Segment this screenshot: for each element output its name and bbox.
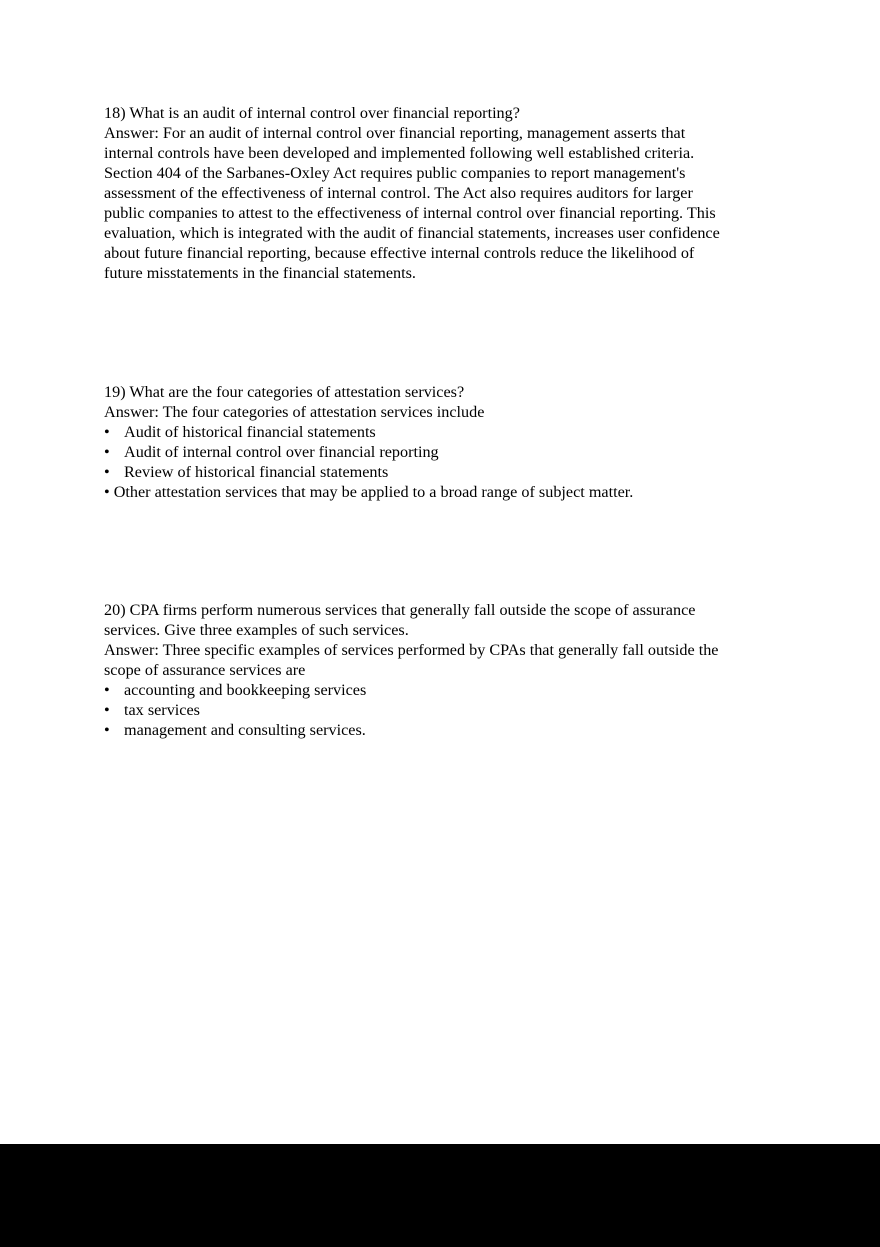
answer-20-intro: scope of assurance services are [104, 661, 306, 679]
question-18-prompt: 18) What is an audit of internal control over financial reporting? [104, 104, 520, 122]
answer-18-line: internal controls have been developed and implemented following well established criteria. [104, 144, 695, 162]
list-item-text: accounting and bookkeeping services [124, 681, 367, 699]
bottom-black-bar [0, 1144, 880, 1247]
answer-19-intro: Answer: The four categories of attestation services include [104, 403, 485, 421]
question-20-prompt: services. Give three examples of such services. [104, 621, 409, 639]
list-item [104, 700, 784, 720]
answer-18-line: future misstatements in the financial statements. [104, 264, 416, 282]
list-item [104, 422, 784, 442]
bullet-icon: • [104, 701, 110, 719]
question-19 [104, 382, 784, 502]
answer-18-line: assessment of the effectiveness of internal control. The Act also requires auditors for larger [104, 184, 693, 202]
bullet-icon: • [104, 463, 110, 481]
answer-18-line: public companies to attest to the effectiveness of internal control over financial reporting. This [104, 204, 716, 222]
list-item-inline: • Other attestation services that may be applied to a broad range of subject matter. [104, 483, 634, 501]
list-item [104, 720, 784, 740]
question-19-prompt: 19) What are the four categories of attestation services? [104, 383, 465, 401]
list-item [104, 680, 784, 700]
answer-18-line: Answer: For an audit of internal control over financial reporting, management asserts that [104, 124, 686, 142]
list-item-text: Audit of internal control over financial reporting [124, 443, 439, 461]
bullet-icon: • [104, 443, 110, 461]
answer-18-line: Section 404 of the Sarbanes-Oxley Act requires public companies to report management's [104, 164, 686, 182]
list-item [104, 442, 784, 462]
list-item [104, 462, 784, 482]
answer-18-line: evaluation, which is integrated with the audit of financial statements, increases user confidence [104, 224, 720, 242]
list-item-text: Review of historical financial statements [124, 463, 389, 481]
question-18 [104, 103, 784, 283]
list-item-text: tax services [124, 701, 200, 719]
bullet-icon: • [104, 721, 110, 739]
question-20-prompt: 20) CPA firms perform numerous services that generally fall outside the scope of assurance [104, 601, 696, 619]
bullet-icon: • [104, 681, 110, 699]
question-20 [104, 600, 784, 740]
bullet-icon: • [104, 423, 110, 441]
answer-18-line: about future financial reporting, because effective internal controls reduce the likelihood of [104, 244, 695, 262]
answer-20-intro: Answer: Three specific examples of services performed by CPAs that generally fall outside the [104, 641, 719, 659]
list-item-text: Audit of historical financial statements [124, 423, 376, 441]
list-item-text: management and consulting services. [124, 721, 366, 739]
